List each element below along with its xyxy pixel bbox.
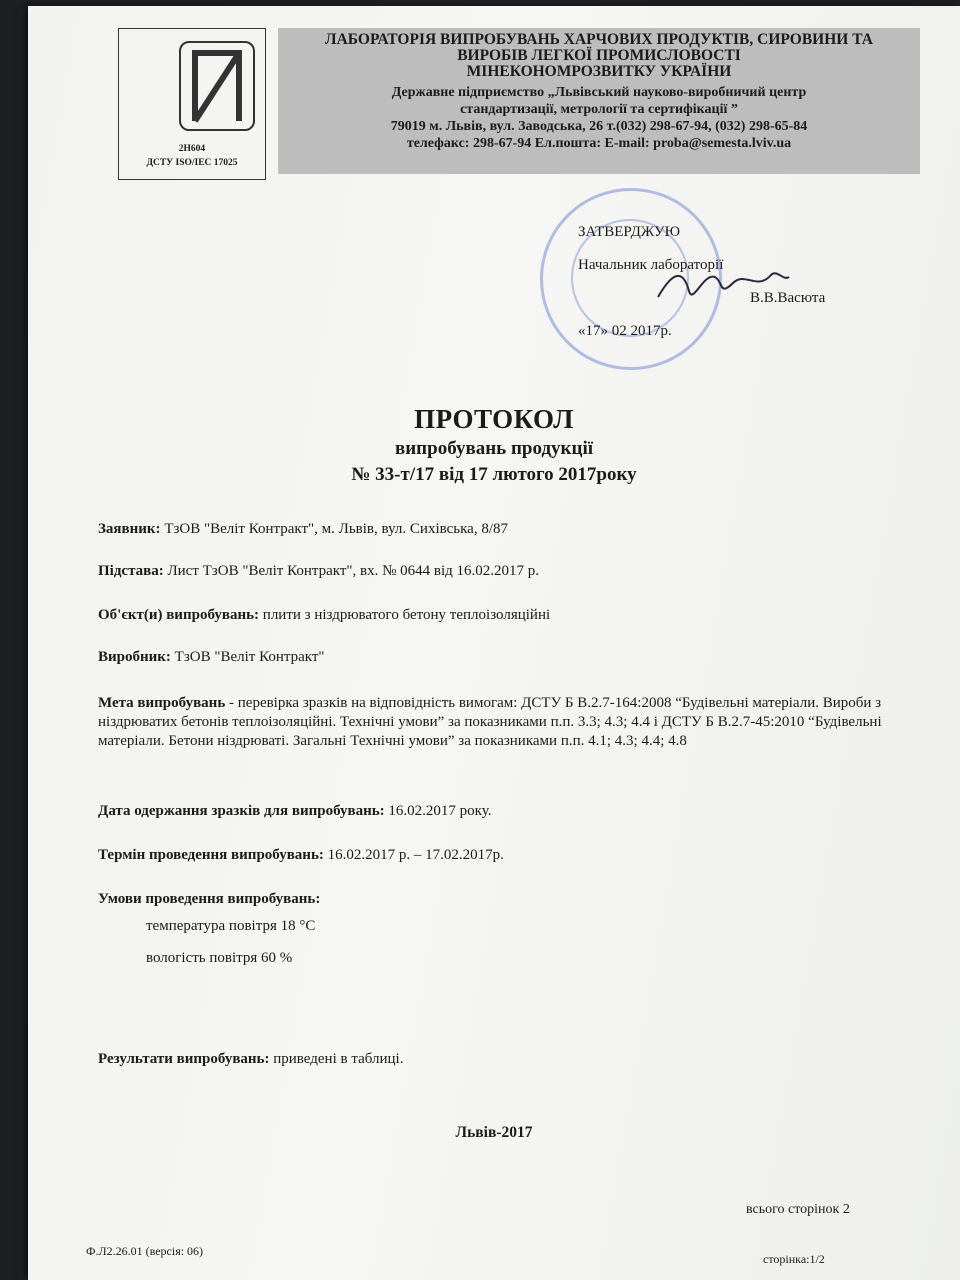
object-field (98, 606, 898, 625)
title-main: ПРОТОКОЛ (414, 404, 574, 434)
header-line-1: ЛАБОРАТОРІЯ ВИПРОБУВАНЬ ХАРЧОВИХ ПРОДУКТІВ, СИРОВИНИ ТА (325, 31, 873, 48)
page-number: сторінка:1/2 (763, 1252, 825, 1266)
object-value: плити з ніздрюватого бетону теплоізоляційні (259, 607, 551, 623)
temperature-value: температура повітря 18 °С (146, 918, 316, 934)
maker-field (98, 648, 898, 667)
object-label: Об'єкт(и) випробувань: (98, 607, 260, 623)
protocol-title (28, 402, 960, 488)
basis-value: Лист ТзОВ "Веліт Контракт", вх. № 0644 від 16.02.2017 р. (163, 563, 540, 579)
basis-field (98, 562, 898, 581)
humidity-value: вологість повітря 60 % (146, 950, 293, 966)
test-term-field (98, 846, 898, 865)
results-value: приведені в таблиці. (269, 1051, 404, 1067)
approval-date: «17» 02 2017р. (578, 323, 672, 339)
basis-label: Підстава: (98, 563, 164, 579)
term-value: 16.02.2017 р. – 17.02.2017р. (323, 847, 504, 863)
goal-field (98, 694, 888, 751)
lab-logo (118, 28, 266, 180)
header-line-5: стандартизації, метрології та сертифікації ” (460, 102, 738, 117)
results-field (98, 1050, 898, 1069)
approval-position: Начальник лабораторії (578, 257, 724, 273)
header-line-7: телефакс: 298-67-94 Ел.пошта: E-mail: proba@semesta.lviv.ua (406, 136, 792, 151)
header-line-3: МІНЕКОНОМРОЗВИТКУ УКРАЇНИ (466, 63, 732, 80)
applicant-value: ТзОВ "Веліт Контракт", м. Львів, вул. Сихівська, 8/87 (160, 521, 508, 537)
logo-code: 2Н604 (178, 144, 206, 154)
approver-name: В.В.Васюта (750, 290, 826, 306)
header-line-6: 79019 м. Львів, вул. Заводська, 26 т.(032) 298-67-94, (032) 298-65-84 (390, 119, 808, 134)
protocol-number: № 33-т/17 від 17 лютого 2017року (351, 464, 637, 485)
header-line-4: Державне підприємство „Львівський науково-виробничий центр (391, 85, 807, 100)
approval-word: ЗАТВЕРДЖУЮ (578, 224, 681, 240)
received-label: Дата одержання зразків для випробувань: (98, 803, 385, 819)
conditions-field (98, 890, 898, 909)
document-page (28, 6, 960, 1280)
goal-label: Мета випробувань (98, 695, 226, 711)
results-label: Результати випробувань: (98, 1051, 270, 1067)
received-value: 16.02.2017 року. (384, 803, 492, 819)
term-label: Термін проведення випробувань: (98, 847, 324, 863)
maker-label: Виробник: (98, 649, 171, 665)
goal-value: - перевірка зразків на відповідність вимогам: ДСТУ Б В.2.7-164:2008 “Будівельні матеріали. Вироби з ніздрюватих бетонів теплоізоляційні. Технічні умови” за показниками п.п. 3.3; 4.3; 4.4 і ДСТУ Б В.2.7-45:2010 “Будівельні матеріали. Бетони ніздрюваті. Загальні Технічні умови” за показниками п.п. 4.1; 4.3; 4.4; 4.8 (98, 695, 882, 749)
received-date-field (98, 802, 898, 821)
city-year: Львів-2017 (455, 1124, 533, 1141)
accreditation-logo-icon (179, 41, 255, 131)
applicant-field (98, 520, 898, 539)
title-sub: випробувань продукції (394, 438, 594, 459)
signature-icon (653, 261, 793, 307)
logo-standard: ДСТУ ISO/IEC 17025 (146, 158, 238, 168)
applicant-label: Заявник: (98, 521, 161, 537)
header-line-2: ВИРОБІВ ЛЕГКОЇ ПРОМИСЛОВОСТІ (457, 47, 741, 64)
conditions-label: Умови проведення випробувань: (98, 891, 321, 907)
total-pages: всього сторінок 2 (746, 1202, 850, 1217)
lab-header (278, 28, 920, 174)
maker-value: ТзОВ "Веліт Контракт" (170, 649, 325, 665)
form-code: Ф.Л2.26.01 (версія: 06) (86, 1244, 204, 1258)
